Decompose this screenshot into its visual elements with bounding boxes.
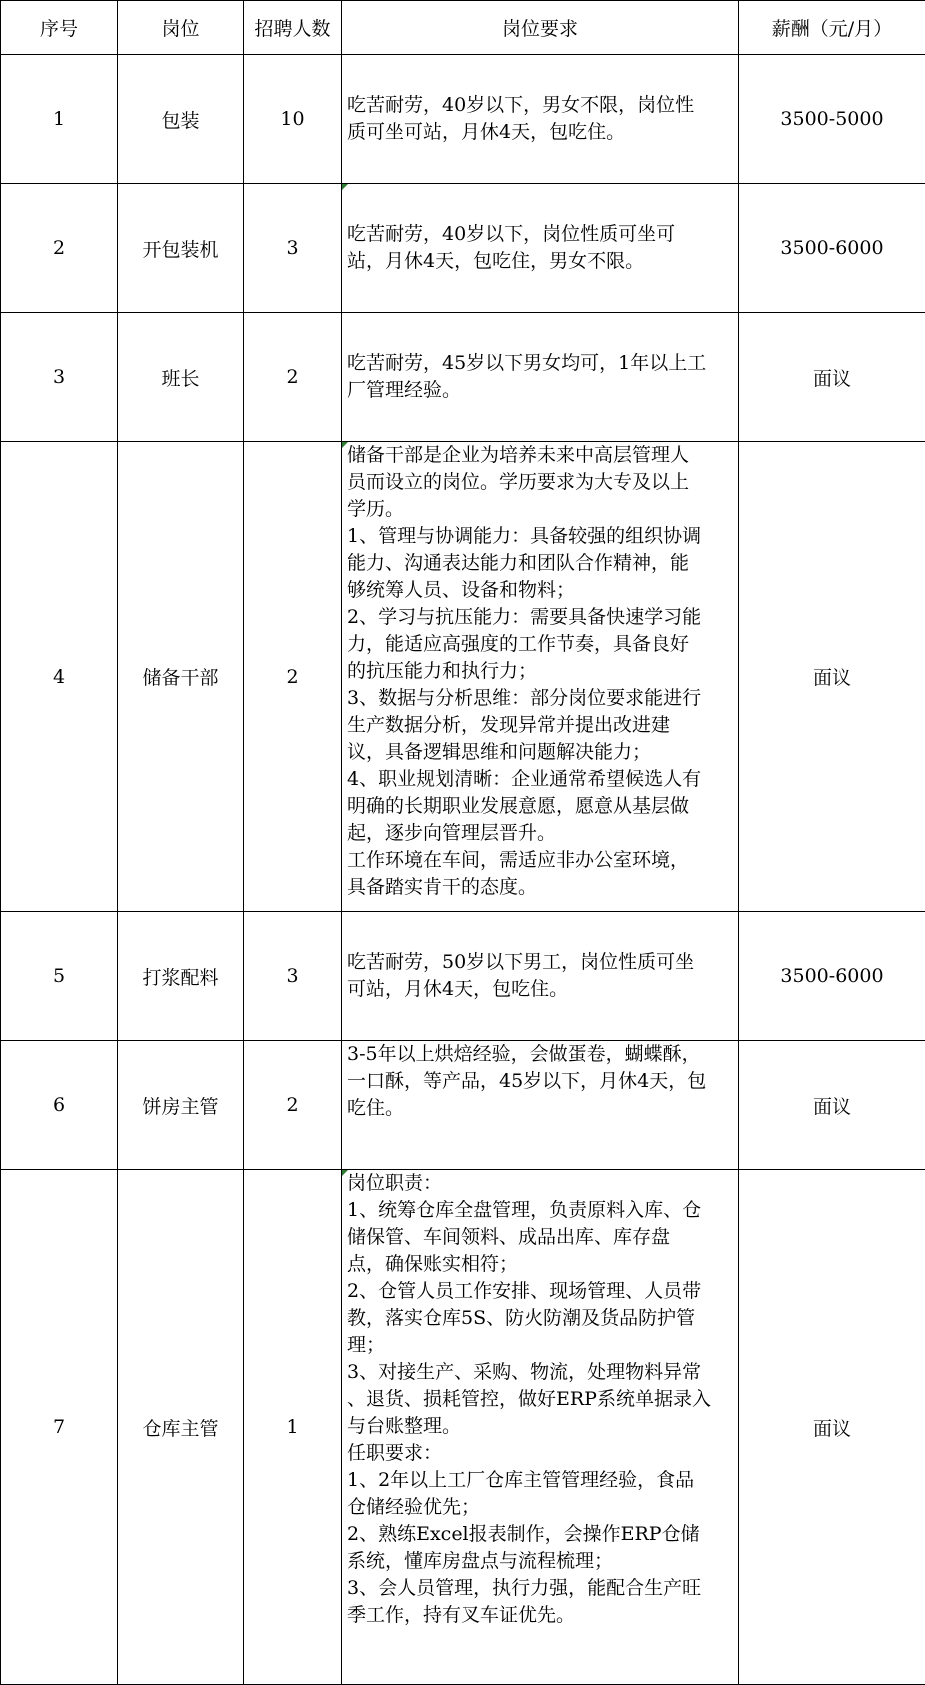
requirement-line: 理； [347, 1332, 735, 1359]
requirement-line: 3-5年以上烘焙经验，会做蛋卷，蝴蝶酥， [347, 1041, 735, 1068]
cell-requirements[interactable] [342, 1170, 739, 1685]
requirement-line: 2、熟练Excel报表制作，会操作ERP仓储 [347, 1521, 735, 1548]
cell-comment-marker [342, 442, 348, 448]
cell-salary[interactable]: 面议 [739, 1041, 925, 1170]
cell-requirements[interactable] [342, 313, 739, 442]
table-body [1, 55, 925, 1685]
cell-no[interactable]: 7 [1, 1170, 118, 1685]
cell-position[interactable]: 班长 [118, 313, 244, 442]
requirement-line: 3、数据与分析思维：部分岗位要求能进行 [347, 685, 735, 712]
table-row [1, 55, 925, 184]
requirement-line: 储保管、车间领料、成品出库、库存盘 [347, 1224, 735, 1251]
table-row [1, 1041, 925, 1170]
header-no: 序号 [1, 1, 118, 55]
requirement-line: 一口酥，等产品，45岁以下，月休4天，包 [347, 1068, 735, 1095]
cell-count[interactable]: 10 [244, 55, 342, 184]
cell-position[interactable]: 包装 [118, 55, 244, 184]
cell-count[interactable]: 3 [244, 912, 342, 1041]
requirement-line: 与台账整理。 [347, 1413, 735, 1440]
requirement-line: 3、会人员管理，执行力强，能配合生产旺 [347, 1575, 735, 1602]
requirement-line: 点，确保账实相符； [347, 1251, 735, 1278]
requirement-line: 2、学习与抗压能力：需要具备快速学习能 [347, 604, 735, 631]
table-row [1, 912, 925, 1041]
header-count: 招聘人数 [244, 1, 342, 55]
requirement-line: 厂管理经验。 [347, 377, 735, 404]
cell-no[interactable]: 3 [1, 313, 118, 442]
cell-salary[interactable]: 面议 [739, 442, 925, 912]
requirement-line: 吃苦耐劳，40岁以下，岗位性质可坐可 [347, 221, 735, 248]
cell-no[interactable]: 1 [1, 55, 118, 184]
requirement-line: 力，能适应高强度的工作节奏，具备良好 [347, 631, 735, 658]
requirement-line: 1、管理与协调能力：具备较强的组织协调 [347, 523, 735, 550]
requirement-line: 质可坐可站，月休4天，包吃住。 [347, 119, 735, 146]
requirement-line: 学历。 [347, 496, 735, 523]
requirement-line: 起，逐步向管理层晋升。 [347, 820, 735, 847]
header-requirements: 岗位要求 [342, 1, 739, 55]
requirement-line: 明确的长期职业发展意愿，愿意从基层做 [347, 793, 735, 820]
requirement-line: 可站，月休4天，包吃住。 [347, 976, 735, 1003]
cell-requirements[interactable] [342, 1041, 739, 1170]
cell-requirements[interactable] [342, 184, 739, 313]
requirement-line: 季工作，持有叉车证优先。 [347, 1602, 735, 1629]
requirement-line: 员而设立的岗位。学历要求为大专及以上 [347, 469, 735, 496]
cell-requirements[interactable] [342, 55, 739, 184]
cell-no[interactable]: 6 [1, 1041, 118, 1170]
table-row [1, 313, 925, 442]
cell-position[interactable]: 饼房主管 [118, 1041, 244, 1170]
cell-position[interactable]: 储备干部 [118, 442, 244, 912]
requirement-line: 教，落实仓库5S、防火防潮及货品防护管 [347, 1305, 735, 1332]
table-row [1, 184, 925, 313]
requirement-line: 具备踏实肯干的态度。 [347, 874, 735, 901]
requirement-line: 任职要求： [347, 1440, 735, 1467]
cell-salary[interactable]: 3500-6000 [739, 912, 925, 1041]
requirement-line: 能力、沟通表达能力和团队合作精神，能 [347, 550, 735, 577]
header-salary: 薪酬（元/月） [739, 1, 925, 55]
requirement-line: 工作环境在车间，需适应非办公室环境， [347, 847, 735, 874]
requirement-line: 吃苦耐劳，40岁以下，男女不限，岗位性 [347, 92, 735, 119]
requirement-line: 储备干部是企业为培养未来中高层管理人 [347, 442, 735, 469]
cell-count[interactable]: 2 [244, 313, 342, 442]
cell-position[interactable]: 开包装机 [118, 184, 244, 313]
cell-salary[interactable]: 面议 [739, 1170, 925, 1685]
cell-count[interactable]: 3 [244, 184, 342, 313]
cell-requirements[interactable] [342, 442, 739, 912]
requirement-line: 2、仓管人员工作安排、现场管理、人员带 [347, 1278, 735, 1305]
requirement-line: 吃苦耐劳，45岁以下男女均可，1年以上工 [347, 350, 735, 377]
requirement-line: 仓储经验优先； [347, 1494, 735, 1521]
cell-position[interactable]: 仓库主管 [118, 1170, 244, 1685]
requirement-line: 1、2年以上工厂仓库主管管理经验，食品 [347, 1467, 735, 1494]
requirement-line: 吃苦耐劳，50岁以下男工，岗位性质可坐 [347, 949, 735, 976]
cell-no[interactable]: 2 [1, 184, 118, 313]
requirement-line: 岗位职责： [347, 1170, 735, 1197]
header-row [1, 1, 925, 55]
requirement-line: 的抗压能力和执行力； [347, 658, 735, 685]
cell-comment-marker [342, 1170, 348, 1176]
requirement-line: 1、统筹仓库全盘管理，负责原料入库、仓 [347, 1197, 735, 1224]
cell-no[interactable]: 4 [1, 442, 118, 912]
header-position: 岗位 [118, 1, 244, 55]
cell-count[interactable]: 1 [244, 1170, 342, 1685]
requirement-line: 吃住。 [347, 1095, 735, 1122]
requirement-line: 4、职业规划清晰：企业通常希望候选人有 [347, 766, 735, 793]
requirement-line: 3、对接生产、采购、物流，处理物料异常 [347, 1359, 735, 1386]
requirement-line: 议，具备逻辑思维和问题解决能力； [347, 739, 735, 766]
requirement-line: 生产数据分析，发现异常并提出改进建 [347, 712, 735, 739]
cell-salary[interactable]: 面议 [739, 313, 925, 442]
table-row [1, 442, 925, 912]
table-row [1, 1170, 925, 1685]
cell-position[interactable]: 打浆配料 [118, 912, 244, 1041]
requirement-line: 够统筹人员、设备和物料； [347, 577, 735, 604]
cell-salary[interactable]: 3500-6000 [739, 184, 925, 313]
requirement-line: 、退货、损耗管控，做好ERP系统单据录入 [347, 1386, 735, 1413]
cell-salary[interactable]: 3500-5000 [739, 55, 925, 184]
cell-no[interactable]: 5 [1, 912, 118, 1041]
requirement-line: 站，月休4天，包吃住，男女不限。 [347, 248, 735, 275]
cell-count[interactable]: 2 [244, 442, 342, 912]
cell-comment-marker [342, 184, 348, 190]
cell-requirements[interactable] [342, 912, 739, 1041]
requirement-line: 系统，懂库房盘点与流程梳理； [347, 1548, 735, 1575]
cell-count[interactable]: 2 [244, 1041, 342, 1170]
